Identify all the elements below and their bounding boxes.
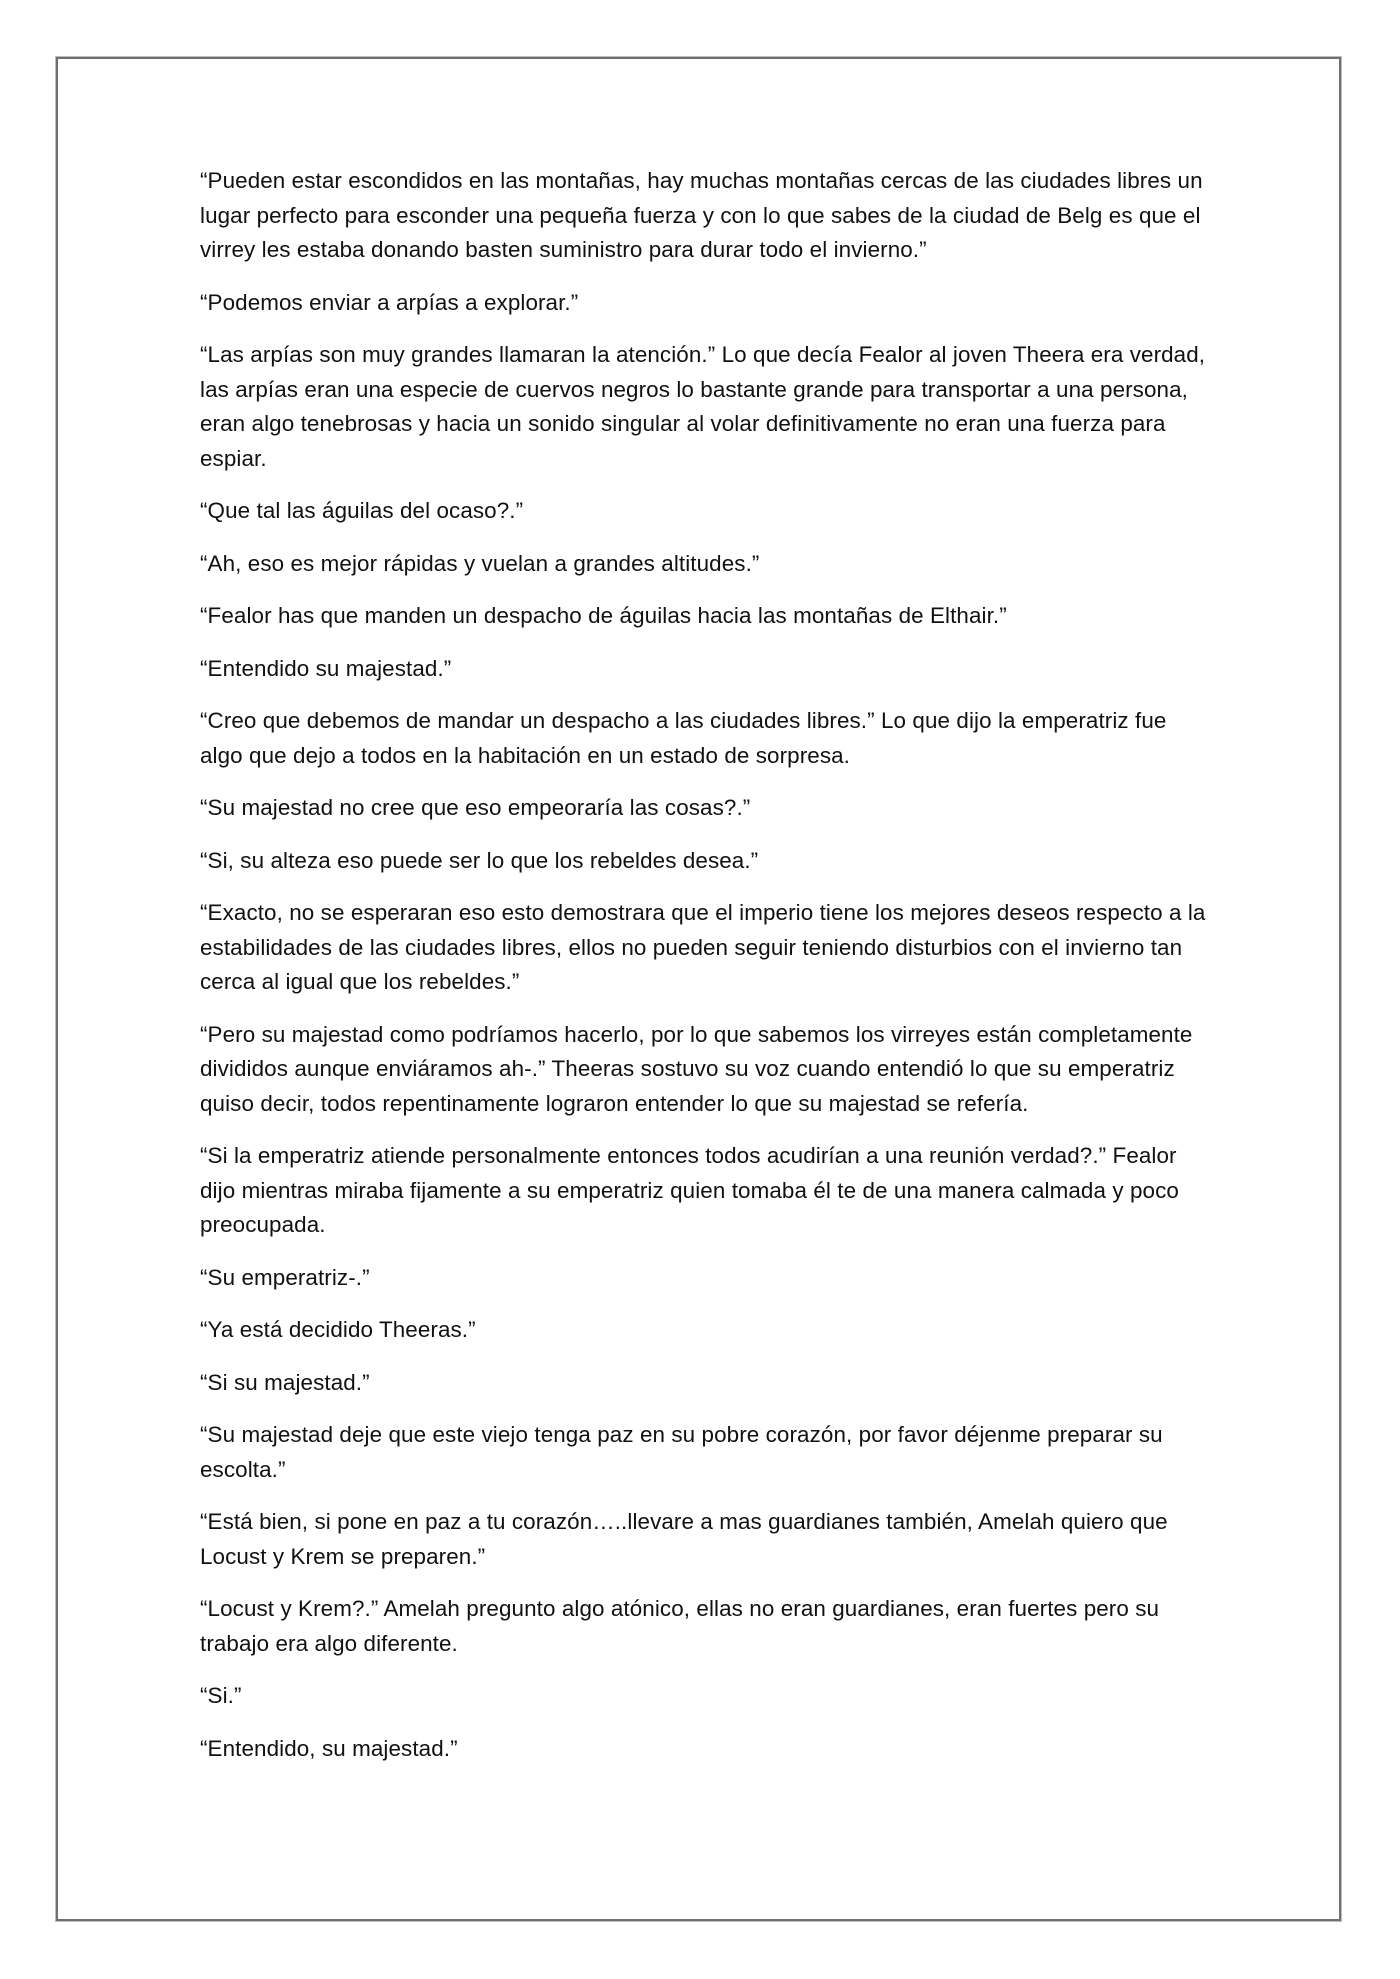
paragraph: “Entendido su majestad.”: [200, 655, 452, 681]
paragraph: “Ya está decidido Theeras.”: [200, 1317, 476, 1342]
paragraph: “Su emperatriz-.”: [200, 1264, 370, 1290]
paragraph: “Pero su majestad como podríamos hacerlo, por lo que sabemos los virreyes están completamente divididos aunque enviáramos ah-.” Theeras sostuvo su voz cuando entendió lo que su emperatriz quiso decir, todos repentinamente lograron entender lo que su majestad se refería.: [200, 1021, 1193, 1116]
paragraph: “Fealor has que manden un despacho de águilas hacia las montañas de Elthair.”: [200, 603, 1007, 628]
paragraph: “Las arpías son muy grandes llamaran la atención.” Lo que decía Fealor al joven Theera era verdad, las arpías eran una especie de cuervos negros lo bastante grande para transportar a una persona, eran algo tenebrosas y hacia un sonido singular al volar definitivamente no eran una fuerza para espiar.: [200, 342, 1206, 471]
paragraph: “Su majestad no cree que eso empeoraría las cosas?.”: [200, 795, 751, 820]
paragraph: “Si.”: [200, 1683, 242, 1708]
paragraph: “Está bien, si pone en paz a tu corazón…..llevare a mas guardianes también, Amelah quiero que Locust y Krem se preparen.”: [200, 1509, 1168, 1569]
paragraph: “Si la emperatriz atiende personalmente entonces todos acudirían a una reunión verdad?.” Fealor dijo mientras miraba fijamente a su emperatriz quien tomaba él te de una manera calmada y poco preocupada.: [200, 1143, 1179, 1237]
paragraph: “Entendido, su majestad.”: [200, 1735, 458, 1761]
paragraph: “Su majestad deje que este viejo tenga paz en su pobre corazón, por favor déjenme preparar su escolta.”: [200, 1422, 1163, 1482]
paragraph: “Que tal las águilas del ocaso?.”: [200, 498, 524, 523]
paragraph: “Podemos enviar a arpías a explorar.”: [200, 289, 579, 315]
paragraph: “Si, su alteza eso puede ser lo que los rebeldes desea.”: [200, 847, 759, 873]
paragraph: “Creo que debemos de mandar un despacho a las ciudades libres.” Lo que dijo la emperatriz fue algo que dejo a todos en la habitación en un estado de sorpresa.: [200, 708, 1167, 768]
paragraph: “Pueden estar escondidos en las montañas, hay muchas montañas cercas de las ciudades libres un lugar perfecto para esconder una pequeña fuerza y con lo que sabes de la ciudad de Belg es que el virrey les estaba donando basten suministro para durar todo el invierno.”: [200, 168, 1203, 262]
paragraph: “Si su majestad.”: [200, 1369, 370, 1395]
paragraph: “Exacto, no se esperaran eso esto demostrara que el imperio tiene los mejores deseos respecto a la estabilidades de las ciudades libres, ellos no pueden seguir teniendo disturbios con el invierno tan cerca al igual que los rebeldes.”: [200, 900, 1206, 994]
paragraph: “Locust y Krem?.” Amelah pregunto algo atónico, ellas no eran guardianes, eran fuertes pero su trabajo era algo diferente.: [200, 1596, 1160, 1656]
paragraph: “Ah, eso es mejor rápidas y vuelan a grandes altitudes.”: [200, 550, 760, 576]
document-body: [200, 164, 1210, 1784]
